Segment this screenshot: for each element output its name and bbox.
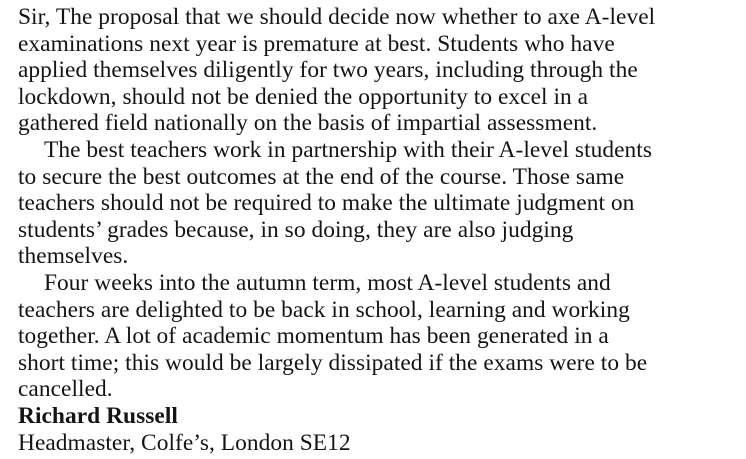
text-line: short time; this would be largely dissipated if the exams were to be bbox=[18, 349, 648, 376]
signature bbox=[18, 403, 738, 456]
text-line: The best teachers work in partnership with their A-level students bbox=[44, 136, 652, 163]
author-title: Headmaster, Colfe’s, London SE12 bbox=[18, 429, 351, 456]
text-line: gathered field nationally on the basis of impartial assessment. bbox=[18, 110, 598, 137]
text-line: teachers are delighted to be back in school, learning and working bbox=[18, 296, 630, 323]
paragraph-1 bbox=[18, 4, 738, 137]
paragraph-2 bbox=[18, 137, 738, 270]
text-line: lockdown, should not be denied the opportunity to excel in a bbox=[18, 83, 589, 110]
text-line: themselves. bbox=[18, 243, 129, 270]
letter bbox=[18, 4, 738, 456]
text-line: cancelled. bbox=[18, 376, 113, 403]
text-line: to secure the best outcomes at the end of the course. Those same bbox=[18, 163, 625, 190]
author-name: Richard Russell bbox=[18, 402, 178, 429]
paragraph-3 bbox=[18, 270, 738, 403]
text-line: students’ grades because, in so doing, they are also judging bbox=[18, 216, 574, 243]
text-line: applied themselves diligently for two years, including through the bbox=[18, 57, 638, 84]
text-line: together. A lot of academic momentum has been generated in a bbox=[18, 323, 609, 350]
text-line: Four weeks into the autumn term, most A-level students and bbox=[44, 269, 611, 296]
text-line: Sir, The proposal that we should decide now whether to axe A-level bbox=[18, 4, 656, 30]
text-line: examinations next year is premature at best. Students who have bbox=[18, 30, 615, 57]
text-line: teachers should not be required to make the ultimate judgment on bbox=[18, 190, 635, 217]
